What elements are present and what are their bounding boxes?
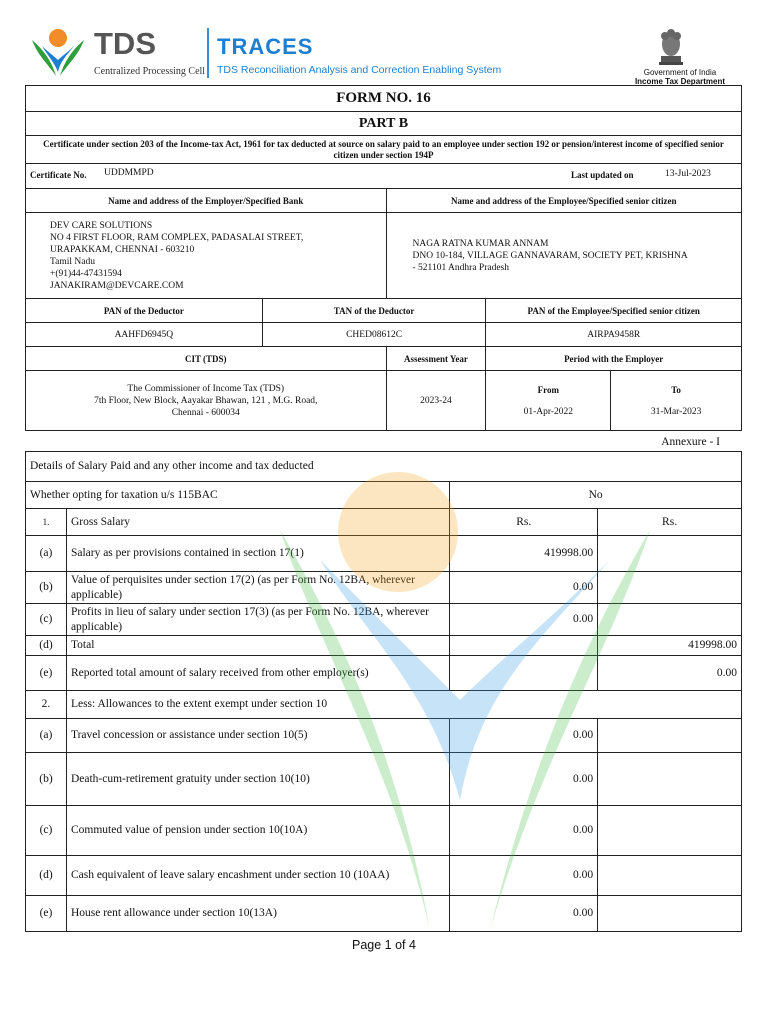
employer-line: JANAKIRAM@DEVCARE.COM bbox=[50, 280, 184, 291]
tds-logo-icon bbox=[28, 26, 88, 78]
row-desc: Value of perquisites under section 17(2) (as per Form No. 12BA, wherever applicable) bbox=[66, 572, 449, 604]
pan-employee-label: PAN of the Employee/Specified senior citizen bbox=[486, 299, 742, 323]
row-value-2 bbox=[598, 896, 742, 932]
row-no: (c) bbox=[26, 604, 67, 636]
annexure-label: Annexure - I bbox=[661, 436, 720, 448]
row-value-2 bbox=[598, 856, 742, 896]
form-header-table bbox=[25, 85, 742, 431]
traces-title: TRACES bbox=[217, 34, 314, 59]
employee-line: NAGA RATNA KUMAR ANNAM bbox=[412, 238, 549, 249]
row-value-2 bbox=[598, 753, 742, 806]
last-updated: 13-Jul-2023 bbox=[665, 169, 711, 179]
row-no: (b) bbox=[26, 753, 67, 806]
row-value-2 bbox=[598, 572, 742, 604]
employer-line: +(91)44-47431594 bbox=[50, 268, 122, 279]
from-label: From bbox=[537, 384, 559, 395]
cit-line: The Commissioner of Income Tax (TDS) bbox=[127, 383, 285, 394]
row-desc: Gross Salary bbox=[66, 509, 449, 536]
row-no: (a) bbox=[26, 536, 67, 572]
row-no: 1. bbox=[26, 509, 67, 536]
row-value-1: 0.00 bbox=[450, 753, 598, 806]
row-desc: House rent allowance under section 10(13A) bbox=[66, 896, 449, 932]
page-number: Page 1 of 4 bbox=[352, 938, 416, 952]
row-no: (d) bbox=[26, 856, 67, 896]
row-desc: Profits in lieu of salary under section 17(3) (as per Form No. 12BA, wherever applicable) bbox=[66, 604, 449, 636]
period-label: Period with the Employer bbox=[486, 347, 742, 371]
opting-label: Whether opting for taxation u/s 115BAC bbox=[26, 482, 450, 509]
row-value-1: 0.00 bbox=[450, 604, 598, 636]
employer-header: Name and address of the Employer/Specified Bank bbox=[26, 189, 387, 213]
tan-deductor-label: TAN of the Deductor bbox=[262, 299, 486, 323]
assessment-year: 2023-24 bbox=[386, 371, 486, 431]
row-desc: Less: Allowances to the extent exempt under section 10 bbox=[66, 691, 741, 719]
row-value-1: 0.00 bbox=[450, 896, 598, 932]
header-divider bbox=[207, 28, 209, 78]
employee-line: - 521101 Andhra Pradesh bbox=[412, 262, 509, 273]
row-value-2 bbox=[598, 806, 742, 856]
form-part: PART B bbox=[26, 112, 742, 136]
salary-title: Details of Salary Paid and any other income and tax deducted bbox=[26, 452, 742, 482]
row-desc: Commuted value of pension under section 10(10A) bbox=[66, 806, 449, 856]
rs-header-2: Rs. bbox=[598, 509, 742, 536]
row-no: (a) bbox=[26, 719, 67, 753]
row-value-1: 0.00 bbox=[450, 719, 598, 753]
row-value-1 bbox=[450, 656, 598, 691]
assessment-year-label: Assessment Year bbox=[386, 347, 486, 371]
pan-deductor-label: PAN of the Deductor bbox=[26, 299, 263, 323]
row-value-1: 0.00 bbox=[450, 806, 598, 856]
row-no: (c) bbox=[26, 806, 67, 856]
employer-line: URAPAKKAM, CHENNAI - 603210 bbox=[50, 244, 195, 255]
row-value-1 bbox=[450, 636, 598, 656]
row-desc: Travel concession or assistance under section 10(5) bbox=[66, 719, 449, 753]
certificate-no-label: Certificate No. bbox=[30, 170, 87, 180]
employer-line: DEV CARE SOLUTIONS bbox=[50, 220, 153, 231]
employee-line: DNO 10-184, VILLAGE GANNAVARAM, SOCIETY PET, KRISHNA bbox=[412, 250, 688, 261]
salary-table bbox=[25, 451, 742, 932]
certificate-no: UDDMMPD bbox=[104, 168, 154, 178]
to-label: To bbox=[671, 384, 681, 395]
row-desc: Reported total amount of salary received from other employer(s) bbox=[66, 656, 449, 691]
gov-line2: Income Tax Department bbox=[634, 77, 726, 86]
cit-address bbox=[26, 371, 387, 431]
employee-address bbox=[386, 213, 741, 299]
from-date: 01-Apr-2022 bbox=[523, 406, 573, 417]
cit-label: CIT (TDS) bbox=[26, 347, 387, 371]
row-no: (b) bbox=[26, 572, 67, 604]
national-emblem-icon bbox=[655, 26, 687, 68]
traces-subtitle: TDS Reconciliation Analysis and Correction Enabling System bbox=[217, 64, 502, 76]
gov-line1: Government of India bbox=[643, 68, 717, 77]
period-to bbox=[611, 371, 742, 431]
employee-header: Name and address of the Employee/Specified senior citizen bbox=[386, 189, 741, 213]
row-value-1: 0.00 bbox=[450, 856, 598, 896]
form-title: FORM NO. 16 bbox=[26, 86, 742, 112]
cit-line: Chennai - 600034 bbox=[171, 407, 240, 418]
row-value-2 bbox=[598, 719, 742, 753]
tds-logo-text: TDS bbox=[94, 26, 156, 61]
row-value-2 bbox=[598, 536, 742, 572]
pan-deductor: AAHFD6945Q bbox=[26, 323, 263, 347]
row-no: (d) bbox=[26, 636, 67, 656]
certificate-text: Certificate under section 203 of the Income-tax Act, 1961 for tax deducted at source on salary paid to an employee under section 192 or pension/interest income of specified senior citizen under section 194P bbox=[26, 136, 742, 164]
opting-value: No bbox=[450, 482, 742, 509]
certificate-row bbox=[26, 164, 742, 189]
employer-line: Tamil Nadu bbox=[50, 256, 95, 267]
row-desc: Death-cum-retirement gratuity under section 10(10) bbox=[66, 753, 449, 806]
cit-line: 7th Floor, New Block, Aayakar Bhawan, 121 , M.G. Road, bbox=[94, 395, 318, 406]
row-no: (e) bbox=[26, 896, 67, 932]
row-value-1: 419998.00 bbox=[450, 536, 598, 572]
employer-line: NO 4 FIRST FLOOR, RAM COMPLEX, PADASALAI STREET, bbox=[50, 232, 304, 243]
pan-employee: AIRPA9458R bbox=[486, 323, 742, 347]
row-value-2: 419998.00 bbox=[598, 636, 742, 656]
to-date: 31-Mar-2023 bbox=[650, 406, 702, 417]
rs-header-1: Rs. bbox=[450, 509, 598, 536]
row-no: 2. bbox=[26, 691, 67, 719]
period-from bbox=[486, 371, 611, 431]
row-desc: Salary as per provisions contained in section 17(1) bbox=[66, 536, 449, 572]
row-value-2: 0.00 bbox=[598, 656, 742, 691]
page-header bbox=[0, 0, 768, 88]
row-desc: Total bbox=[66, 636, 449, 656]
row-value-2 bbox=[598, 604, 742, 636]
last-updated-label: Last updated on bbox=[571, 170, 634, 180]
row-desc: Cash equivalent of leave salary encashment under section 10 (10AA) bbox=[66, 856, 449, 896]
row-value-1: 0.00 bbox=[450, 572, 598, 604]
tan-deductor: CHED08612C bbox=[262, 323, 486, 347]
tds-subtitle: Centralized Processing Cell bbox=[94, 66, 206, 77]
row-no: (e) bbox=[26, 656, 67, 691]
gov-label bbox=[620, 68, 740, 86]
employer-address bbox=[26, 213, 387, 299]
